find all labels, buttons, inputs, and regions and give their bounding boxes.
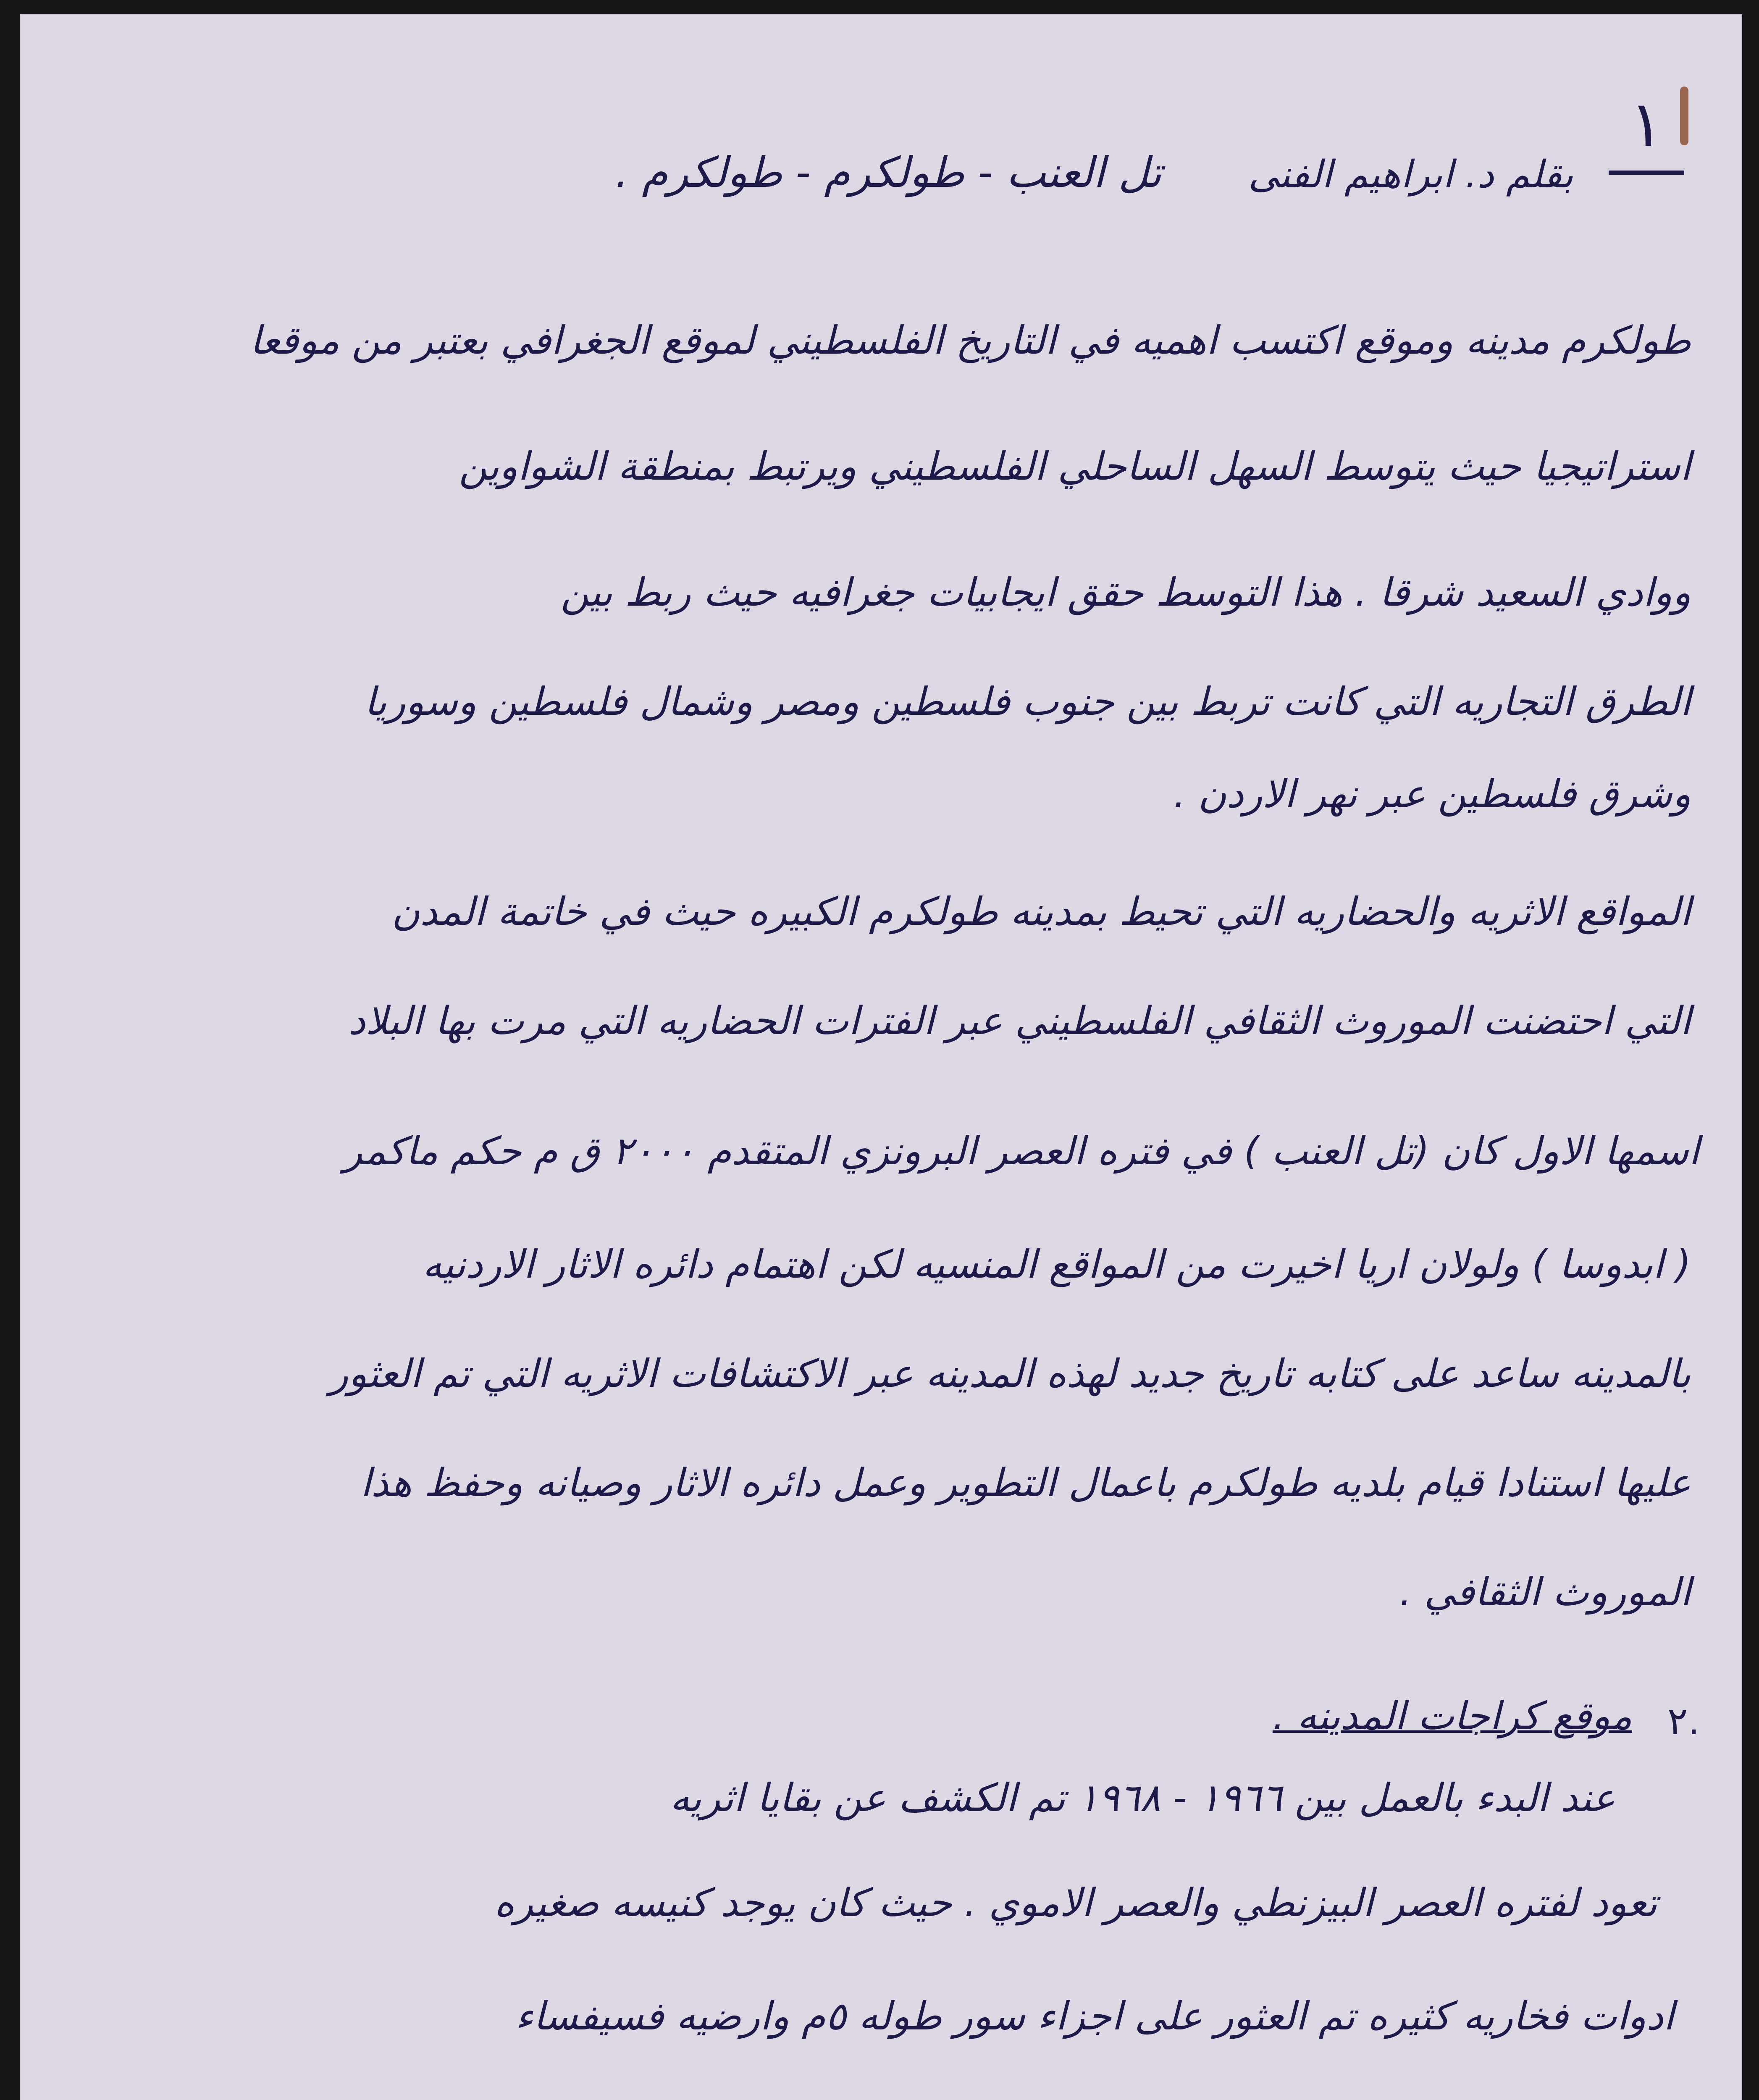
section-two-heading: موقع كراجات المدينه . — [1272, 1693, 1632, 1738]
text-line: التي احتضنت الموروث الثقافي الفلسطيني عبر الفترات الحضاريه التي مرت بها البلاد — [348, 998, 1691, 1043]
header-title: تل العنب - طولكرم - طولكرم . — [615, 148, 1162, 197]
text-line — [363, 2094, 1674, 2100]
page-number: ١ — [1609, 78, 1684, 175]
text-line: ( ابدوسا ) ولولان اريا اخيرت من المواقع المنسيه لكن اهتمام دائره الاثار الاردنيه — [422, 1242, 1691, 1287]
header-author: بقلم د. ابراهيم الفنى — [1248, 152, 1573, 197]
text-line: عند البدء بالعمل بين ١٩٦٦ - ١٩٦٨ تم الكشف عن بقايا اثريه — [670, 1775, 1615, 1820]
text-line: طولكرم مدينه وموقع اكتسب اهميه في التاريخ الفلسطيني لموقع الجغرافي بعتبر من موقعا — [249, 318, 1691, 363]
text-line: تعود لفتره العصر البيزنطي والعصر الاموي . حيث كان يوجد كنيسه صغيره — [494, 1880, 1657, 1925]
text-line: وشرق فلسطين عبر نهر الاردن . — [1173, 772, 1691, 816]
section-two-bullet: ٢. — [1667, 1699, 1700, 1743]
text-line: ووادي السعيد شرقا . هذا التوسط حقق ايجابيات جغرافيه حيث ربط بين — [560, 570, 1691, 615]
rust-stain-mark — [1680, 87, 1688, 145]
text-line: بالمدينه ساعد على كتابه تاريخ جديد لهذه المدينه عبر الاكتشافات الاثريه التي تم العثور — [329, 1351, 1691, 1396]
text-line: ادوات فخاريه كثيره تم العثور على اجزاء سور طوله ٥م وارضيه فسيفساء — [515, 1994, 1674, 2039]
text-line: اسمها الاول كان (تل العنب ) في فتره العصر البرونزي المتقدم ٢٠٠٠ ق م حكم ماكمر — [344, 1129, 1699, 1173]
text-line: المواقع الاثريه والحضاريه التي تحيط بمدينه طولكرم الكبيره حيث في خاتمة المدن — [391, 889, 1691, 934]
text-line: استراتيجيا حيث يتوسط السهل الساحلي الفلسطيني ويرتبط بمنطقة الشواوين — [459, 444, 1691, 489]
text-line: الطرق التجاريه التي كانت تربط بين جنوب فلسطين ومصر وشمال فلسطين وسوريا — [364, 679, 1691, 724]
manuscript-page — [20, 14, 1742, 2100]
text-line: عليها استنادا قيام بلديه طولكرم باعمال التطوير وعمل دائره الاثار وصيانه وحفظ هذا — [360, 1460, 1691, 1505]
text-line: الموروث الثقافي . — [1399, 1570, 1691, 1614]
